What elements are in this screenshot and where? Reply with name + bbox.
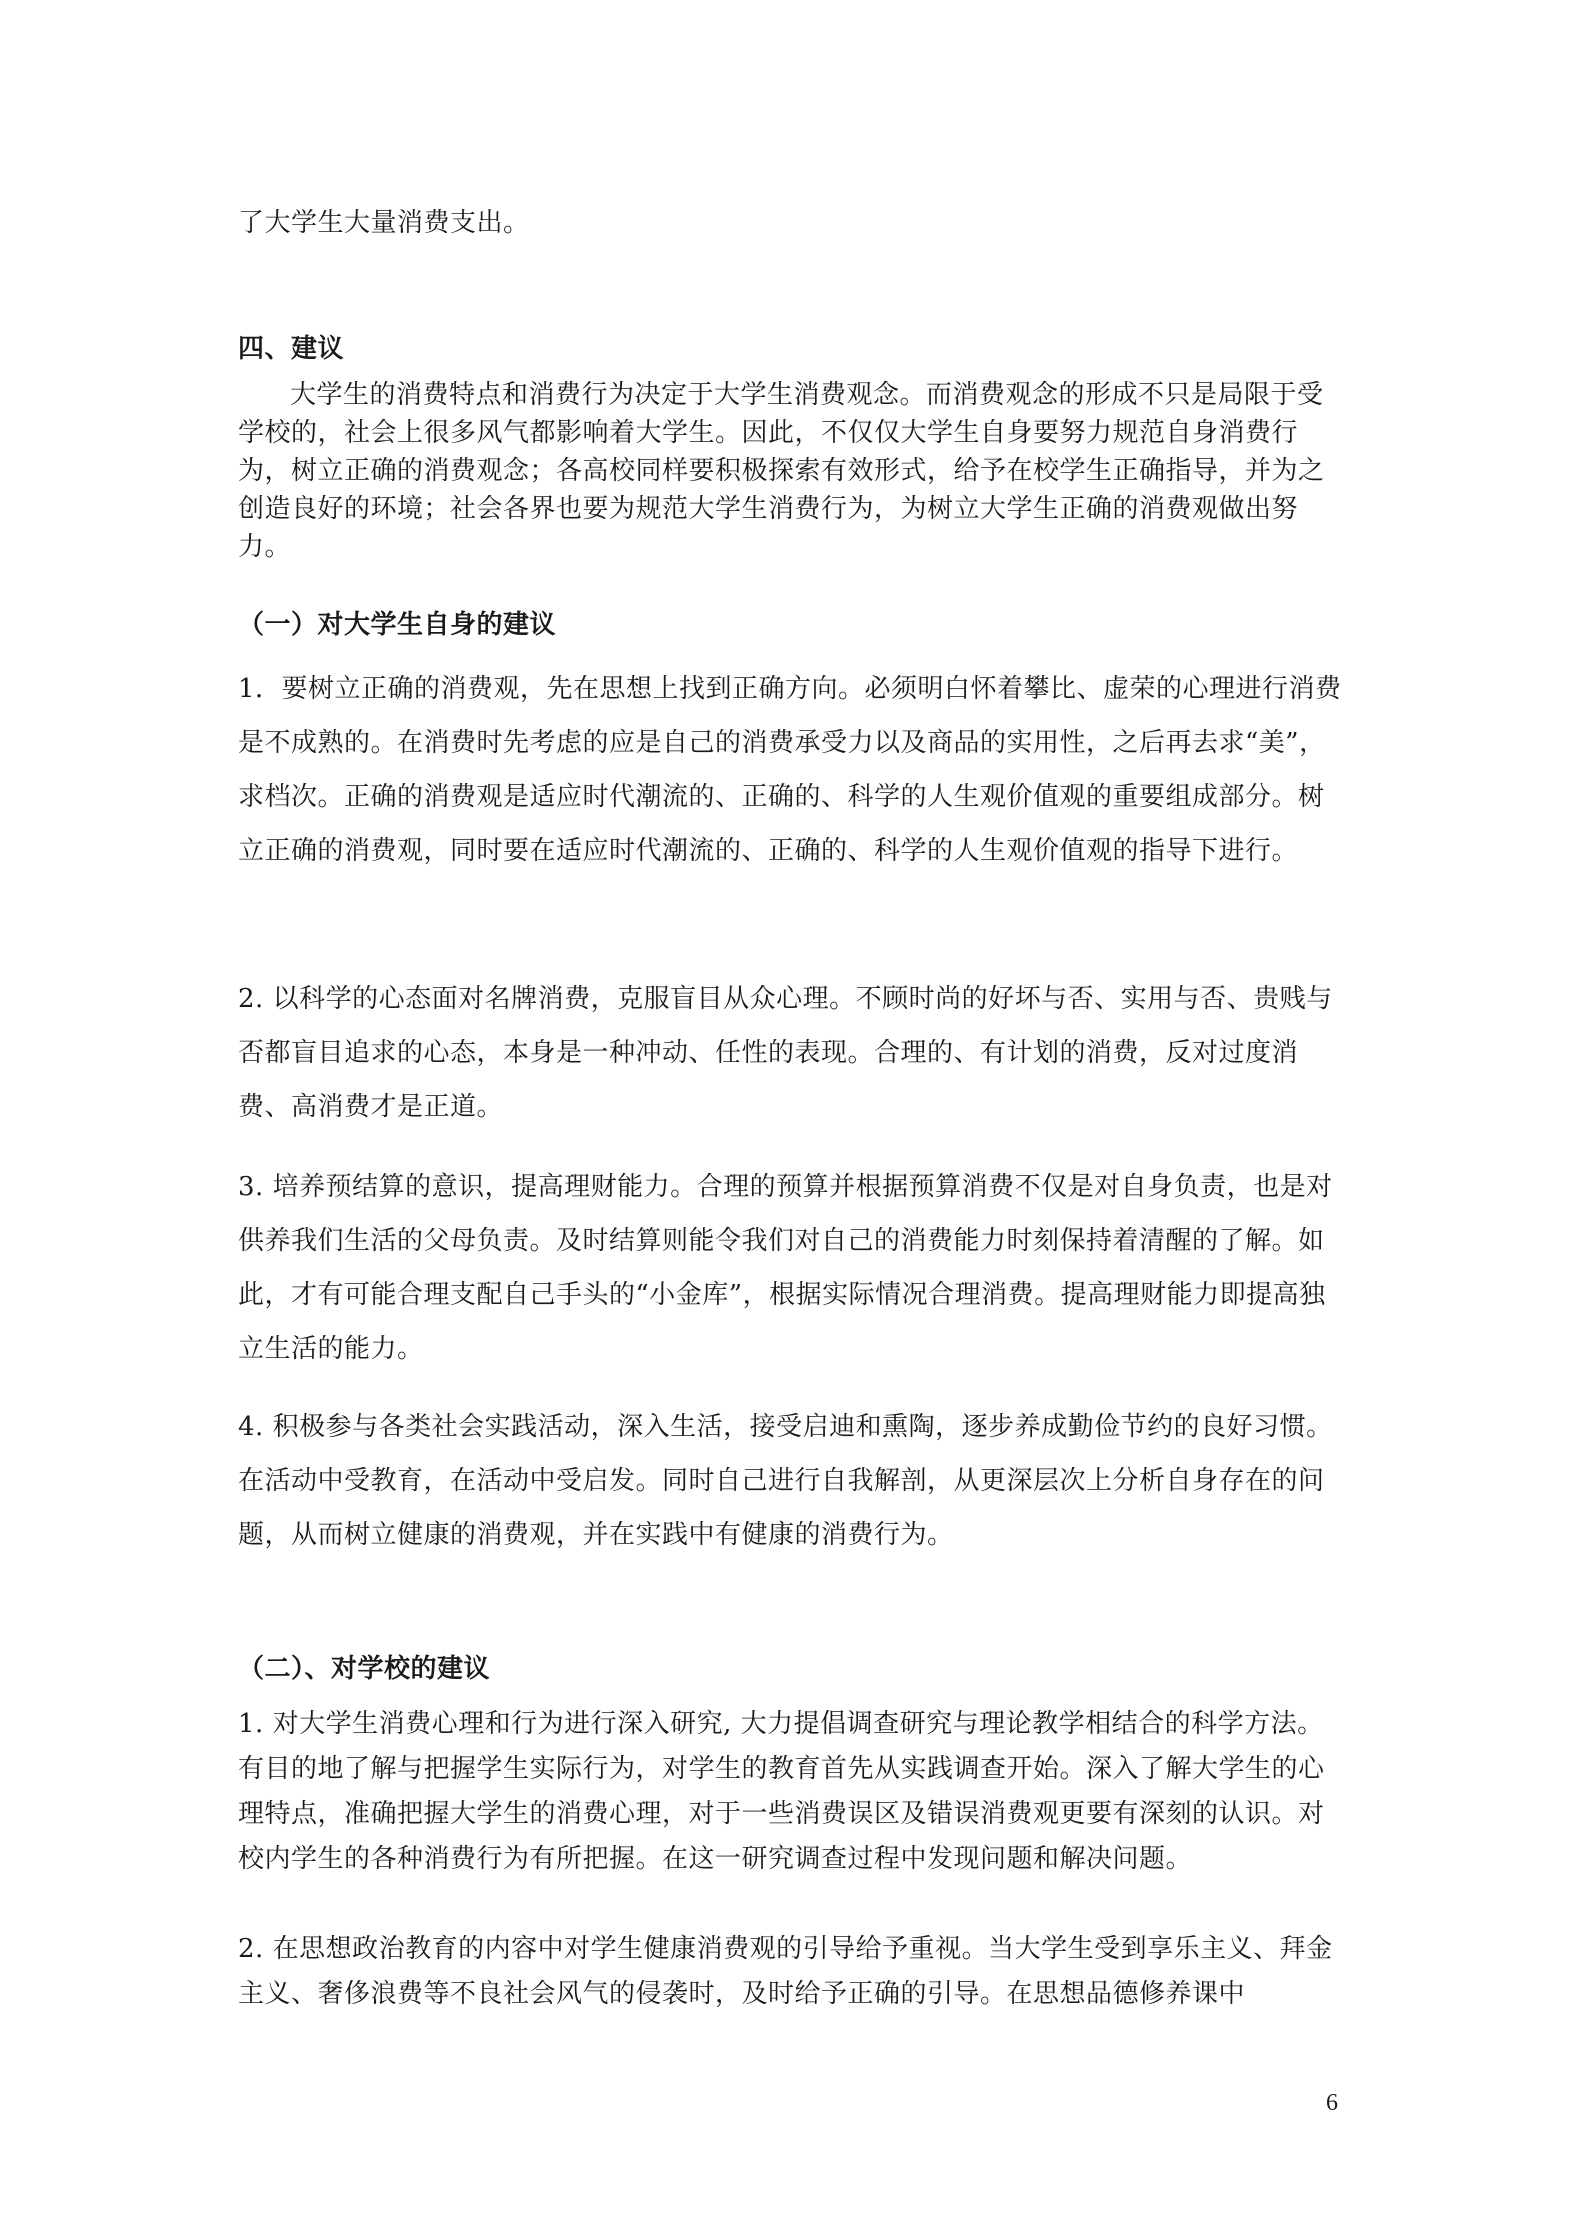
continuation-text: 了大学生大量消费支出。 xyxy=(238,208,530,238)
student-suggestion-item-2: 2. 以科学的心态面对名牌消费，克服盲目从众心理。不顾时尚的好坏与否、实用与否、贵贱与否都盲目追求的心态，本身是一种冲动、任性的表现。合理的、有计划的消费，反对过度消费、高消费才是正道。 xyxy=(238,984,1333,1122)
student-suggestion-item-1: 1．要树立正确的消费观，先在思想上找到正确方向。必须明白怀着攀比、虚荣的心理进行消费是不成熟的。在消费时先考虑的应是自己的消费承受力以及商品的实用性，之后再去求“美”，求档次。正确的消费观是适应时代潮流的、正确的、科学的人生观价值观的重要组成部分。树立正确的消费观，同时要在适应时代潮流的、正确的、科学的人生观价值观的指导下进行。 xyxy=(238,674,1342,866)
section-heading-suggestions: 四、建议 xyxy=(238,334,345,364)
school-suggestion-item-1: 1. 对大学生消费心理和行为进行深入研究, 大力提倡调查研究与理论教学相结合的科学方法。有目的地了解与把握学生实际行为，对学生的教育首先从实践调查开始。深入了解大学生的心理特点，准确把握大学生的消费心理，对于一些消费误区及错误消费观更要有深刻的认识。对校内学生的各种消费行为有所把握。在这一研究调查过程中发现问题和解决问题。 xyxy=(238,1709,1325,1874)
page-number: 6 xyxy=(1326,2090,1338,2116)
student-suggestion-item-4: 4. 积极参与各类社会实践活动，深入生活，接受启迪和熏陶，逐步养成勤俭节约的良好习惯。在活动中受教育，在活动中受启发。同时自己进行自我解剖，从更深层次上分析自身存在的问题，从而树立健康的消费观，并在实践中有健康的消费行为。 xyxy=(238,1412,1333,1550)
student-suggestion-item-3: 3. 培养预结算的意识，提高理财能力。合理的预算并根据预算消费不仅是对自身负责，也是对供养我们生活的父母负责。及时结算则能令我们对自己的消费能力时刻保持着清醒的了解。如此，才有可能合理支配自己手头的“小金库”，根据实际情况合理消费。提高理财能力即提高独立生活的能力。 xyxy=(238,1172,1333,1364)
subsection-heading-school: （二）、对学校的建议 xyxy=(238,1654,491,1684)
school-suggestion-item-2: 2. 在思想政治教育的内容中对学生健康消费观的引导给予重视。当大学生受到享乐主义、拜金主义、奢侈浪费等不良社会风气的侵袭时，及时给予正确的引导。在思想品德修养课中 xyxy=(238,1934,1333,2009)
subsection-heading-students: （一）对大学生自身的建议 xyxy=(238,610,557,640)
section-intro-paragraph: 大学生的消费特点和消费行为决定于大学生消费观念。而消费观念的形成不只是局限于受学校的，社会上很多风气都影响着大学生。因此，不仅仅大学生自身要努力规范自身消费行为，树立正确的消费观念；各高校同样要积极探索有效形式，给予在校学生正确指导，并为之创造良好的环境；社会各界也要为规范大学生消费行为，为树立大学生正确的消费观做出努力。 xyxy=(238,380,1325,562)
